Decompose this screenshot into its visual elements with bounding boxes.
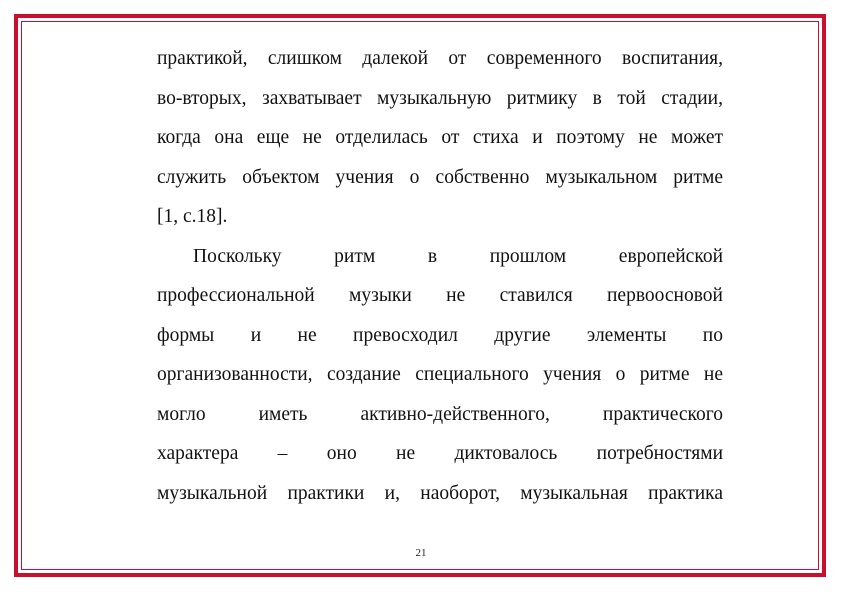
page-number: 21 [415,547,427,559]
document-body [157,39,723,513]
text-line: [1, с.18]. [157,206,228,227]
text-line: когда она еще не отделилась от стиха и поэтому не может [157,127,723,148]
text-line: могло иметь активно-действенного, практического [157,403,723,425]
text-line: характера – оно не диктовалось потребностями [157,443,723,464]
text-line: во-вторых, захватывает музыкальную ритмику в той стадии, [157,87,723,109]
text-line: профессиональной музыки не ставился первоосновой [157,285,723,306]
text-line: организованности, создание специального учения о ритме не [157,364,723,385]
text-line: музыкальной практики и, наоборот, музыкальная практика [157,482,723,504]
text-line: формы и не превосходил другие элементы по [157,324,723,346]
text-line: служить объектом учения о собственно музыкальном ритме [157,166,723,188]
text-line: Поскольку ритм в прошлом европейской [193,245,723,267]
text-line: практикой, слишком далекой от современного воспитания, [157,48,723,69]
